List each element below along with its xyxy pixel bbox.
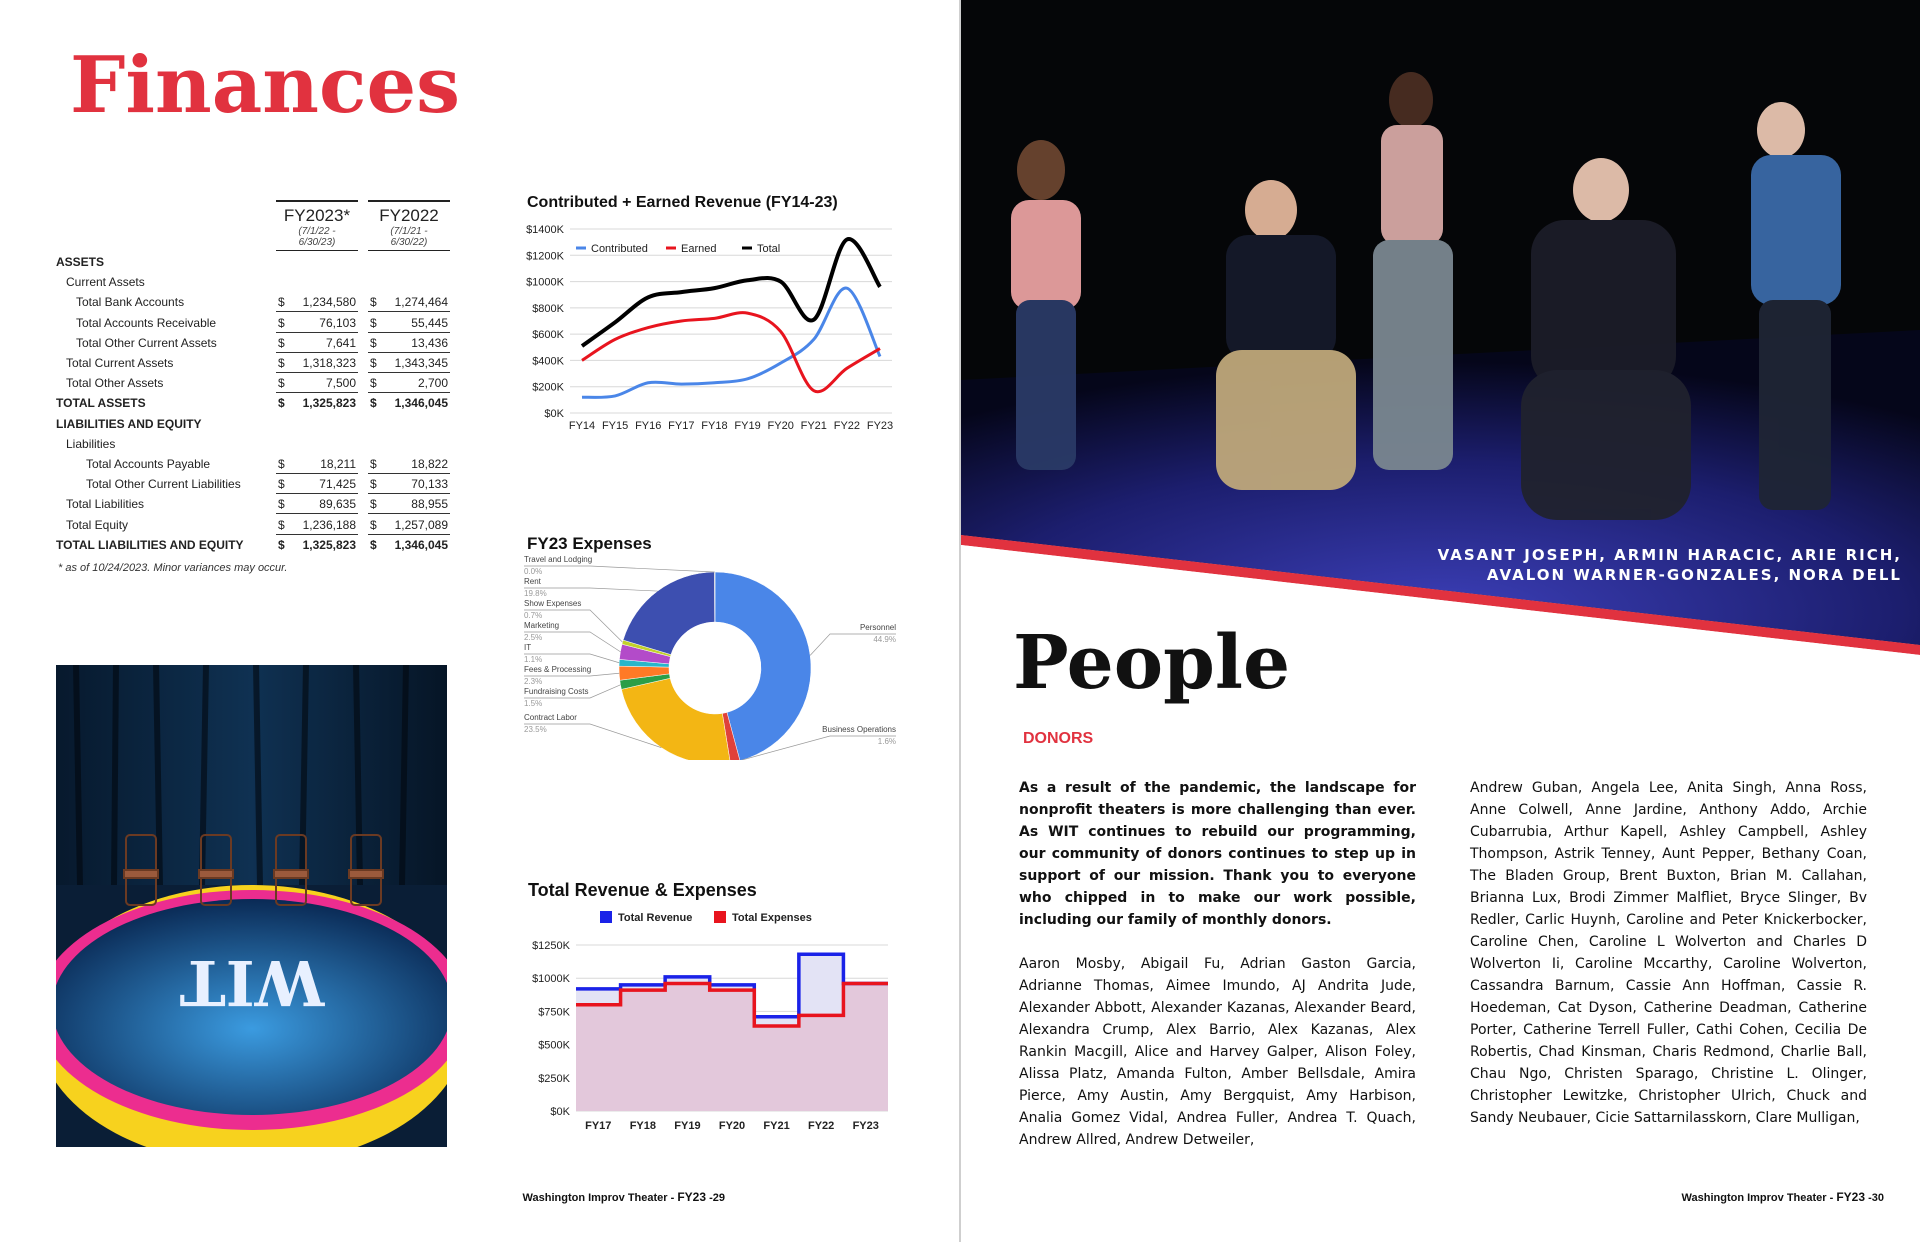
photo-caption: VASANT JOSEPH, ARMIN HARACIC, ARIE RICH, AVALON WARNER-GONZALES, NORA DELL [1437, 546, 1902, 584]
value-cell [276, 494, 358, 514]
slice-label: Show Expenses [524, 599, 582, 608]
amount: 55,445 [411, 315, 448, 330]
value-cell [368, 474, 450, 494]
x-tick-label: FY16 [635, 420, 662, 432]
x-tick-label: FY21 [763, 1120, 790, 1132]
balance-row [56, 373, 456, 393]
currency-symbol: $ [370, 457, 377, 471]
amount: 18,211 [320, 457, 356, 471]
slice-pct: 2.3% [524, 677, 543, 686]
value-cell [276, 373, 358, 393]
row-label: Total Current Assets [66, 356, 174, 370]
balance-row [56, 292, 456, 312]
balance-row [56, 474, 456, 494]
currency-symbol: $ [278, 295, 285, 310]
amount: 1,234,580 [302, 295, 356, 310]
legend-label: Total Revenue [618, 912, 693, 924]
value-cell [276, 333, 358, 353]
x-tick-label: FY17 [585, 1120, 612, 1132]
revenue-line-chart-title: Contributed + Earned Revenue (FY14-23) [527, 194, 838, 211]
column-header-fy2022 [368, 200, 450, 251]
value-cell [276, 292, 358, 312]
row-label: Total Accounts Receivable [76, 315, 217, 330]
row-label: TOTAL LIABILITIES AND EQUITY [56, 537, 244, 552]
currency-symbol: $ [370, 477, 377, 492]
finances-title: Finances [70, 40, 460, 131]
row-label: LIABILITIES AND EQUITY [56, 416, 202, 431]
totals-step-chart-title: Total Revenue & Expenses [528, 880, 757, 900]
amount: 89,635 [319, 497, 356, 512]
x-tick-label: FY19 [734, 420, 761, 432]
value-cell [276, 515, 358, 535]
y-tick-label: $800K [532, 302, 564, 315]
amount: 18,822 [411, 457, 448, 471]
amount: 1,346,045 [394, 537, 448, 552]
row-label: Total Equity [66, 517, 129, 532]
pie-slice [621, 678, 730, 760]
slice-pct: 2.5% [524, 633, 543, 642]
leader-line [524, 566, 715, 572]
amount: 1,325,823 [302, 537, 356, 552]
currency-symbol: $ [278, 497, 285, 512]
amount: 13,436 [411, 335, 448, 350]
currency-symbol: $ [370, 376, 377, 391]
currency-symbol: $ [370, 517, 377, 532]
legend-label: Total [757, 243, 781, 255]
slice-label: Travel and Lodging [524, 555, 593, 564]
slice-label: Fundraising Costs [524, 687, 589, 696]
slice-label: Rent [524, 577, 541, 586]
revenue-line-chart [520, 215, 900, 435]
value-cell [276, 313, 358, 333]
value-cell [368, 535, 450, 555]
y-tick-label: $600K [532, 329, 564, 342]
x-tick-label: FY23 [866, 420, 894, 432]
currency-symbol: $ [370, 315, 377, 330]
donors-heading: DONORS [1023, 730, 1094, 747]
slice-pct: 0.7% [524, 611, 543, 620]
currency-symbol: $ [370, 537, 377, 552]
y-tick-label: $750K [538, 1006, 570, 1019]
pie-slice [714, 572, 715, 622]
pie-slice [623, 572, 715, 655]
amount: 1,274,464 [394, 295, 448, 310]
people-title: People [1013, 620, 1291, 706]
amount: 1,318,323 [302, 356, 356, 370]
value-cell [368, 333, 450, 353]
currency-symbol: $ [278, 315, 285, 330]
amount: 1,343,345 [394, 356, 448, 370]
date-range: (7/1/22 - 6/30/23) [276, 226, 358, 251]
x-tick-label: FY18 [701, 420, 728, 432]
value-cell [368, 373, 450, 393]
amount: 1,257,089 [394, 517, 448, 532]
series-line-earned [582, 313, 880, 392]
row-label: Current Assets [66, 275, 145, 290]
slice-label: Personnel [859, 623, 896, 632]
slice-label: Fees & Processing [524, 665, 592, 674]
y-tick-label: $1000K [526, 276, 564, 289]
value-cell [368, 494, 450, 514]
year-label: FY2022 [368, 200, 450, 226]
y-tick-label: $1400K [526, 224, 564, 236]
balance-row [56, 393, 456, 413]
row-label: Total Accounts Payable [86, 457, 211, 471]
currency-symbol: $ [370, 295, 377, 310]
x-tick-label: FY22 [807, 1120, 835, 1132]
value-cell [368, 515, 450, 535]
y-tick-label: $1200K [526, 250, 564, 263]
row-label: Total Other Current Liabilities [86, 477, 241, 492]
balance-row [56, 333, 456, 353]
expenses-pie-title: FY23 Expenses [527, 534, 652, 553]
slice-label: Contract Labor [524, 713, 577, 722]
currency-symbol: $ [278, 396, 285, 411]
right-footer: Washington Improv Theater - FY23 -30 [1681, 1190, 1884, 1204]
currency-symbol: $ [278, 537, 285, 552]
totals-step-chart [520, 903, 900, 1143]
value-cell [276, 535, 358, 555]
donors-column-1 [1019, 777, 1416, 1151]
balance-row [56, 272, 456, 292]
currency-symbol: $ [370, 335, 377, 350]
currency-symbol: $ [278, 477, 285, 492]
balance-row [56, 434, 456, 454]
amount: 88,955 [411, 497, 448, 512]
row-label: TOTAL ASSETS [56, 396, 146, 411]
currency-symbol: $ [278, 376, 285, 391]
y-tick-label: $200K [532, 381, 564, 394]
x-tick-label: FY18 [629, 1120, 657, 1132]
slice-label: Marketing [524, 621, 560, 630]
amount: 7,500 [325, 376, 356, 391]
x-tick-label: FY19 [674, 1120, 701, 1132]
slice-pct: 1.1% [524, 655, 543, 664]
left-footer: Washington Improv Theater - FY23 -29 [522, 1190, 725, 1204]
currency-symbol: $ [278, 517, 285, 532]
x-tick-label: FY23 [852, 1120, 879, 1132]
value-cell [276, 454, 358, 474]
x-tick-label: FY20 [718, 1120, 746, 1132]
value-cell [368, 393, 450, 413]
value-cell [368, 353, 450, 373]
donors-intro: As a result of the pandemic, the landscape for nonprofit theaters is more challenging than ever. As WIT continues to rebuild our programming, our community of donors continues to step up in support of our mission. Thank you to everyone who chipped in to make our work possible, including our family of monthly donors. [1019, 780, 1416, 928]
value-cell [368, 454, 450, 474]
slice-pct: 1.5% [524, 699, 543, 708]
donors-column-2 [1470, 777, 1867, 1129]
slice-pct: 1.6% [877, 737, 896, 746]
x-tick-label: FY22 [833, 420, 861, 432]
y-tick-label: $500K [538, 1039, 570, 1052]
x-tick-label: FY15 [601, 420, 629, 432]
x-tick-label: FY20 [767, 420, 794, 432]
stage-floor-logo: WIT [179, 946, 325, 1019]
amount: 1,236,188 [302, 517, 356, 532]
date-range: (7/1/21 - 6/30/22) [368, 226, 450, 251]
stage-photo [56, 665, 447, 1147]
y-tick-label: $1250K [532, 940, 570, 952]
year-label: FY2023* [276, 200, 358, 226]
currency-symbol: $ [278, 457, 285, 471]
row-label: Total Liabilities [66, 497, 145, 512]
y-tick-label: $1000K [532, 973, 570, 986]
balance-row [56, 252, 456, 272]
legend-label: Earned [681, 243, 717, 255]
row-label: Total Other Current Assets [76, 335, 217, 350]
balance-note: * as of 10/24/2023. Minor variances may occur. [58, 562, 288, 574]
value-cell [276, 474, 358, 494]
slice-label: Business Operations [822, 725, 896, 734]
amount: 71,425 [319, 477, 356, 492]
slice-pct: 0.0% [524, 567, 543, 576]
amount: 2,700 [417, 376, 448, 391]
column-header-fy2023 [276, 200, 358, 251]
expenses-donut-chart [520, 550, 900, 760]
balance-row [56, 535, 456, 555]
value-cell [368, 292, 450, 312]
value-cell [276, 393, 358, 413]
row-label: Total Other Assets [66, 376, 164, 391]
legend-label: Contributed [591, 243, 648, 255]
row-label: Liabilities [66, 436, 116, 451]
balance-row [56, 414, 456, 434]
value-cell [276, 353, 358, 373]
amount: 1,346,045 [394, 396, 448, 411]
amount: 70,133 [411, 477, 448, 492]
balance-row [56, 353, 456, 373]
row-label: Total Bank Accounts [76, 295, 185, 310]
y-tick-label: $250K [538, 1072, 570, 1085]
balance-row [56, 515, 456, 535]
currency-symbol: $ [278, 335, 285, 350]
balance-row [56, 494, 456, 514]
legend-swatch [714, 911, 726, 923]
currency-symbol: $ [370, 497, 377, 512]
balance-row [56, 313, 456, 333]
slice-label: IT [524, 643, 532, 652]
legend-swatch [600, 911, 612, 923]
slice-pct: 19.8% [524, 589, 547, 598]
y-tick-label: $0K [550, 1106, 570, 1118]
right-page [961, 0, 1920, 1242]
currency-symbol: $ [370, 356, 377, 370]
x-tick-label: FY21 [800, 420, 827, 432]
currency-symbol: $ [370, 396, 377, 411]
donor-names-2: Andrew Guban, Angela Lee, Anita Singh, Anna Ross, Anne Colwell, Anne Jardine, Anthony Addo, Archie Cubarrubia, Arthur Kapell, Ashley Campbell, Ashley Thompson, Astrik Tenney, Aunt Pepper, Bethany Coan, The Bladen Group, Brent Buxton, Brian M. Callahan, Brianna Lux, Brodi Zimmer Malfliet, Bryce Slinger, Bv Redler, Carlic Huynh, Caroline and Peter Knickerbocker, Caroline Chen, Caroline L Wolverton and Charles D Wolverton Ii, Caroline Mccarthy, Caroline Wolverton, Cassandra Barnum, Cassie Ann Hoffman, Cassie R. Hoedeman, Cat Dyson, Catherine Deadman, Catherine Porter, Catherine Terrell Fuller, Cathi Cohen, Cecilia De Robertis, Chad Kinsman, Charis Redmond, Charlie Ball, Chau Ngo, Christen Sparago, Christine L. Olinger, Christopher Lewitzke, Christopher Ulrich, Chuck and Sandy Neubauer, Cicie Sattarnilasskorn, Clare Mulligan, [1470, 780, 1867, 1126]
amount: 1,325,823 [302, 396, 356, 411]
donor-names-1: Aaron Mosby, Abigail Fu, Adrian Gaston Garcia, Adrianne Thomas, Aimee Imundo, AJ Andrita Jude, Alexander Abbott, Alexander Kazanas, Alexander Beard, Alexandra Crump, Alex Barrio, Alex Kazanas, Alex Rankin Macgill, Alice and Harvey Galper, Alison Foley, Alissa Platz, Amanda Fulton, Amber Bellsdale, Amira Pierce, Amy Austin, Amy Bergquist, Amy Harbison, Analia Gomez Vidal, Andrea Fuller, Andrea T. Quach, Andrew Allred, Andrew Detweiler, [1019, 956, 1416, 1148]
currency-symbol: $ [278, 356, 285, 370]
value-cell [368, 313, 450, 333]
legend-label: Total Expenses [732, 912, 812, 924]
x-tick-label: FY17 [668, 420, 695, 432]
slice-pct: 44.9% [873, 635, 896, 644]
row-label: ASSETS [56, 255, 105, 269]
amount: 7,641 [325, 335, 356, 350]
x-tick-label: FY14 [568, 420, 596, 432]
amount: 76,103 [319, 315, 356, 330]
slice-pct: 23.5% [524, 725, 547, 734]
y-tick-label: $400K [532, 355, 564, 368]
balance-row [56, 454, 456, 474]
y-tick-label: $0K [544, 408, 564, 420]
